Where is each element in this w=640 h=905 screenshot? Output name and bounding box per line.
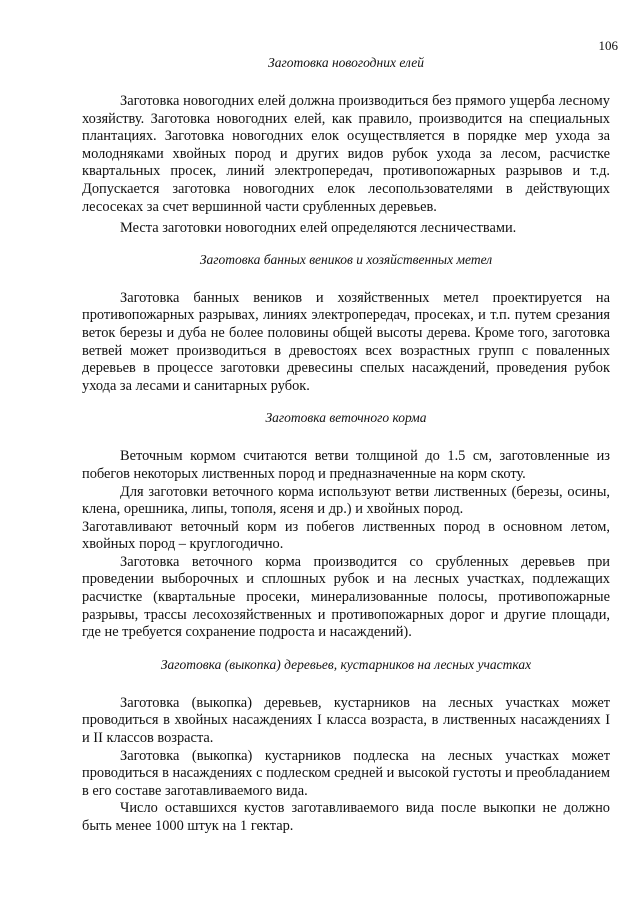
paragraph: Заготовка (выкопка) деревьев, кустарников на лесных участках может проводиться в хвойных насаждениях I класса возраста, в лиственных насаждениях I и II классов возраста. xyxy=(82,694,610,747)
section-title-digging-trees-shrubs: Заготовка (выкопка) деревьев, кустарников на лесных участках xyxy=(160,656,532,672)
section-title-branch-feed: Заготовка веточного корма xyxy=(265,410,427,426)
document-body xyxy=(82,54,610,836)
paragraph: Заготовка новогодних елей должна производиться без прямого ущерба лесному хозяйству. Заготовка новогодних елей, как правило, производится на специальных плантациях. Заготовка новогодних елок осуществляется в порядке мер ухода за молодняками хвойных пород и других видов рубок ухода за лесом, расчистке квартальных просек, линий электропередач, противопожарных разрывов и т.д. Допускается заготовка новогодних елок лесопользователями в действующих лесосеках за счет вершинной части срубленных деревьев. xyxy=(82,93,610,215)
section-title-bath-brooms: Заготовка банных веников и хозяйственных метел xyxy=(199,251,493,267)
paragraph: Заготовка веточного корма производится со срубленных деревьев при проведении выборочных и сплошных рубок и на лесных участках, подлежащих расчистке (квартальные просеки, минерализованные полосы, противопожарные разрывы, трассы лесохозяйственных и противопожарных дорог и другие площади, где не требуется сохранение подроста и насаждений). xyxy=(82,553,610,641)
paragraph: Заготовка (выкопка) кустарников подлеска на лесных участках может проводиться в насаждениях с подлеском средней и высокой густоты и преобладанием в его составе заготавливаемого вида. xyxy=(82,747,610,799)
paragraph: Веточным кормом считаются ветви толщиной до 1.5 см, заготовленные из побегов некоторых лиственных пород и предназначенные на корм скоту. xyxy=(82,448,610,482)
paragraph: Заготавливают веточный корм из побегов лиственных пород в основном летом, хвойных пород – круглогодично. xyxy=(82,518,610,553)
paragraph: Для заготовки веточного корма используют ветви лиственных (березы, осины, клена, орешника, липы, тополя, ясеня и др.) и хвойных пород. xyxy=(82,483,610,518)
section-title-new-year-trees: Заготовка новогодних елей xyxy=(268,55,424,70)
page-number: 106 xyxy=(598,38,618,53)
paragraph: Места заготовки новогодних елей определяются лесничествами. xyxy=(120,220,517,237)
paragraph: Заготовка банных веников и хозяйственных метел проектируется на противопожарных разрывах, линиях электропередач, просеках, и т.п. путем срезания веток березы и дуба не более половины общей высоты дерева. Кроме того, заготовка ветвей может производиться в древостоях всех возрастных групп с поваленных деревьев в процессе заготовки древесины спелых насаждений, проведения рубок ухода за лесами и санитарных рубок. xyxy=(82,289,610,394)
paragraph: Число оставшихся кустов заготавливаемого вида после выкопки не должно быть менее 1000 штук на 1 гектар. xyxy=(82,800,610,834)
